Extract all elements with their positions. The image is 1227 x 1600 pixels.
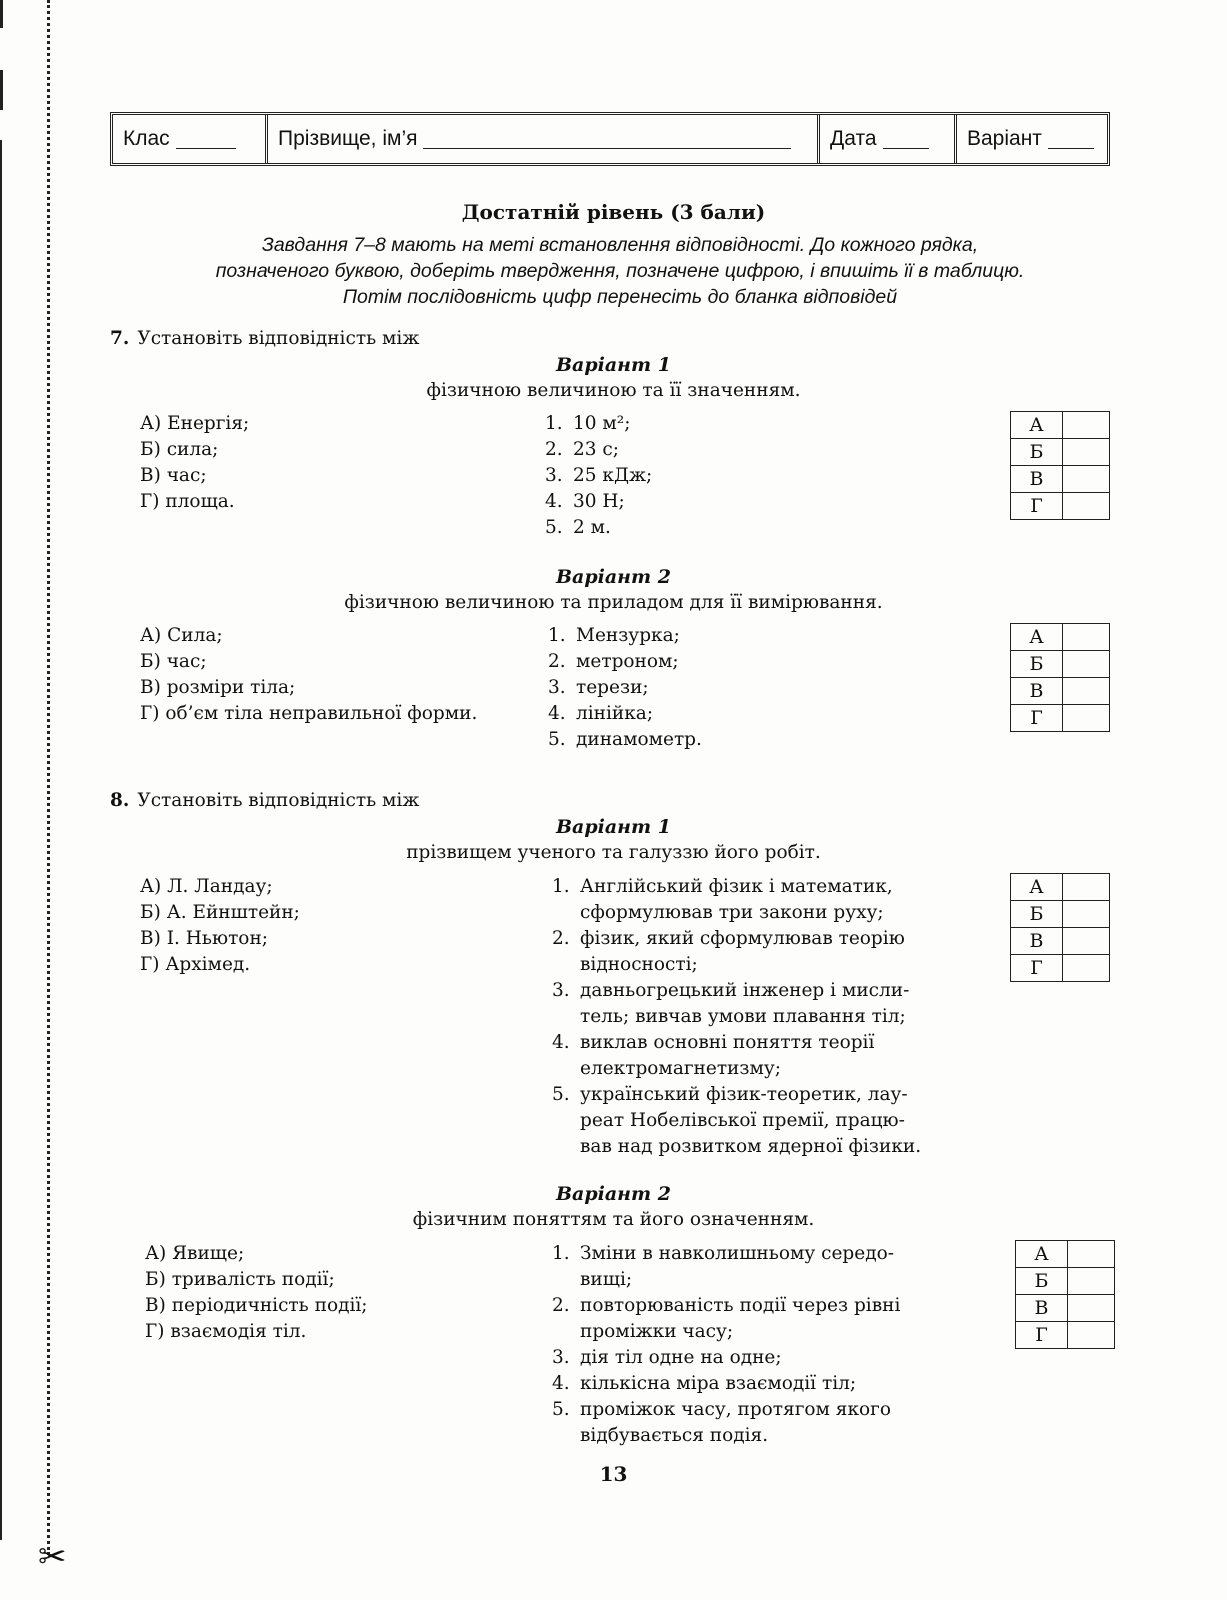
option-line: проміжки часу; xyxy=(580,1321,734,1342)
option-line: реат Нобелівської премії, працю- xyxy=(580,1110,905,1131)
option-number: 3. xyxy=(552,980,570,1001)
letter-option: Г) Архімед. xyxy=(140,954,251,975)
numbered-option xyxy=(548,623,702,649)
letter-options xyxy=(145,1241,368,1345)
numbered-option xyxy=(545,463,652,489)
section-title: Достатній рівень (3 бали) xyxy=(461,200,766,224)
instruction-line: позначеного буквою, доберіть твердження, позначене цифрою, і впишіть її в таблицю. xyxy=(215,260,1025,282)
option-text: Мензурка; xyxy=(576,625,680,646)
answer-letter: Б xyxy=(1011,439,1063,466)
answer-letter: Б xyxy=(1011,901,1063,928)
variant-title: Варіант 2 xyxy=(556,566,671,588)
numbered-option xyxy=(545,437,652,463)
option-line: Англійський фізик і математик, xyxy=(580,876,893,897)
variant-description: фізичною величиною та приладом для її вимірювання. xyxy=(344,592,883,613)
task-number: 7. xyxy=(110,328,130,349)
numbered-options xyxy=(552,1241,900,1449)
numbered-options xyxy=(545,411,652,541)
option-number: 5. xyxy=(548,729,566,750)
name-blank[interactable] xyxy=(423,130,791,149)
answer-cell[interactable] xyxy=(1068,1268,1115,1295)
option-line: фізик, який сформулював теорію xyxy=(580,928,905,949)
letter-options xyxy=(140,874,300,978)
option-text: метроном; xyxy=(576,651,679,672)
option-text: 10 м²; xyxy=(573,413,631,434)
answer-cell[interactable] xyxy=(1063,955,1110,982)
option-text xyxy=(580,874,893,926)
option-number: 4. xyxy=(552,1032,570,1053)
numbered-option xyxy=(552,1345,900,1371)
instruction-line: Потім послідовність цифр перенесіть до бланка відповідей xyxy=(342,286,898,308)
option-number: 4. xyxy=(552,1373,570,1394)
option-number: 2. xyxy=(545,439,563,460)
option-number: 3. xyxy=(545,465,563,486)
answer-grid xyxy=(1010,623,1110,732)
variant-field[interactable] xyxy=(957,115,1107,163)
numbered-options xyxy=(552,874,921,1160)
scan-edge-mark xyxy=(0,140,2,1540)
option-line: відносності; xyxy=(580,954,698,975)
numbered-option xyxy=(552,1030,921,1082)
letter-option: Б) сила; xyxy=(140,439,219,460)
page-number: 13 xyxy=(599,1462,628,1486)
task-8-prompt xyxy=(110,790,419,811)
task-prompt: Установіть відповідність між xyxy=(137,790,420,811)
numbered-option xyxy=(552,1241,900,1293)
answer-letter: В xyxy=(1016,1295,1068,1322)
numbered-option xyxy=(545,411,652,437)
letter-option: А) Явище; xyxy=(145,1243,245,1264)
option-line: виклав основні поняття теорії xyxy=(580,1032,875,1053)
letter-option: А) Л. Ландау; xyxy=(140,876,273,897)
letter-option: А) Сила; xyxy=(140,625,223,646)
answer-letter: Г xyxy=(1016,1322,1068,1349)
answer-letter: А xyxy=(1011,874,1063,901)
instructions xyxy=(150,232,1090,310)
numbered-option xyxy=(552,978,921,1030)
name-label: Прізвище, ім’я xyxy=(278,127,418,150)
numbered-option xyxy=(548,675,702,701)
numbered-option xyxy=(552,1293,900,1345)
answer-cell[interactable] xyxy=(1068,1322,1115,1349)
scan-edge-mark xyxy=(0,70,3,110)
date-field[interactable] xyxy=(820,115,957,163)
name-field[interactable] xyxy=(268,115,820,163)
variant-description: фізичним поняттям та його означенням. xyxy=(412,1209,815,1230)
answer-letter: Г xyxy=(1011,493,1063,520)
option-number: 4. xyxy=(545,491,563,512)
option-number: 4. xyxy=(548,703,566,724)
option-text xyxy=(580,926,905,978)
class-label: Клас xyxy=(123,127,170,150)
instruction-line: Завдання 7–8 мають на меті встановлення відповідності. До кожного рядка, xyxy=(261,234,979,256)
variant-blank[interactable] xyxy=(1048,130,1094,149)
option-text xyxy=(580,1293,900,1345)
answer-letter: Б xyxy=(1016,1268,1068,1295)
numbered-options xyxy=(548,623,702,753)
answer-letter: В xyxy=(1011,928,1063,955)
option-text: дія тіл одне на одне; xyxy=(580,1347,782,1368)
letter-option: В) час; xyxy=(140,465,207,486)
option-line: вав над розвитком ядерної фізики. xyxy=(580,1136,922,1157)
variant-label: Варіант xyxy=(967,127,1042,150)
answer-cell[interactable] xyxy=(1063,493,1110,520)
scissors-icon: ✂ xyxy=(38,1537,67,1577)
answer-letter: Г xyxy=(1011,955,1063,982)
answer-cell[interactable] xyxy=(1063,412,1110,439)
answer-grid xyxy=(1010,873,1110,982)
variant-description: фізичною величиною та її значенням. xyxy=(426,380,801,401)
option-line: відбувається подія. xyxy=(580,1425,769,1446)
date-blank[interactable] xyxy=(883,130,929,149)
answer-cell[interactable] xyxy=(1063,678,1110,705)
cut-line xyxy=(47,0,50,1555)
option-text: 2 м. xyxy=(573,517,611,538)
answer-cell[interactable] xyxy=(1063,624,1110,651)
option-text: 23 с; xyxy=(573,439,620,460)
option-number: 2. xyxy=(552,1295,570,1316)
numbered-option xyxy=(545,489,652,515)
letter-options xyxy=(140,411,249,515)
numbered-option xyxy=(552,1371,900,1397)
variant-description: прізвищем ученого та галуззю його робіт. xyxy=(406,842,821,863)
class-blank[interactable] xyxy=(176,130,236,149)
letter-option: В) розміри тіла; xyxy=(140,677,296,698)
option-number: 1. xyxy=(552,876,570,897)
answer-letter: А xyxy=(1011,624,1063,651)
letter-option: Г) взаємодія тіл. xyxy=(145,1321,307,1342)
option-text: кількісна міра взаємодії тіл; xyxy=(580,1373,857,1394)
option-number: 5. xyxy=(545,517,563,538)
option-text: динамометр. xyxy=(576,729,702,750)
option-number: 3. xyxy=(548,677,566,698)
answer-letter: А xyxy=(1016,1241,1068,1268)
option-number: 2. xyxy=(548,651,566,672)
option-text: 30 Н; xyxy=(573,491,625,512)
letter-option: Г) площа. xyxy=(140,491,235,512)
answer-cell[interactable] xyxy=(1063,439,1110,466)
letter-option: Б) тривалість події; xyxy=(145,1269,335,1290)
option-line: тель; вивчав умови плавання тіл; xyxy=(580,1006,906,1027)
task-prompt: Установіть відповідність між xyxy=(137,328,420,349)
option-text: 25 кДж; xyxy=(573,465,653,486)
option-text: терези; xyxy=(576,677,649,698)
numbered-option xyxy=(548,701,702,727)
option-text xyxy=(580,1241,894,1293)
letter-option: В) І. Ньютон; xyxy=(140,928,269,949)
letter-option: А) Енергія; xyxy=(140,413,250,434)
letter-options xyxy=(140,623,477,727)
option-line: давньогрецький інженер і мисли- xyxy=(580,980,910,1001)
task-7-prompt xyxy=(110,328,419,349)
answer-cell[interactable] xyxy=(1063,466,1110,493)
answer-cell[interactable] xyxy=(1063,705,1110,732)
date-label: Дата xyxy=(830,127,877,150)
option-number: 2. xyxy=(552,928,570,949)
option-line: вищі; xyxy=(580,1269,633,1290)
answer-letter: Б xyxy=(1011,651,1063,678)
option-number: 1. xyxy=(548,625,566,646)
option-number: 3. xyxy=(552,1347,570,1368)
option-line: сформулював три закони руху; xyxy=(580,902,884,923)
option-number: 5. xyxy=(552,1399,570,1420)
answer-cell[interactable] xyxy=(1063,928,1110,955)
numbered-option xyxy=(548,727,702,753)
answer-letter: В xyxy=(1011,678,1063,705)
answer-cell[interactable] xyxy=(1068,1241,1115,1268)
answer-letter: Г xyxy=(1011,705,1063,732)
variant-title: Варіант 1 xyxy=(556,354,671,376)
option-number: 5. xyxy=(552,1084,570,1105)
option-text: лінійка; xyxy=(576,703,654,724)
option-line: повторюваність події через рівні xyxy=(580,1295,901,1316)
numbered-option xyxy=(552,1082,921,1160)
answer-letter: В xyxy=(1011,466,1063,493)
answer-grid xyxy=(1015,1240,1115,1349)
scan-edge-mark xyxy=(0,0,3,28)
letter-option: Г) об’єм тіла неправильної форми. xyxy=(140,703,478,724)
answer-letter: А xyxy=(1011,412,1063,439)
class-field[interactable] xyxy=(113,115,268,163)
answer-grid xyxy=(1010,411,1110,520)
variant-title: Варіант 2 xyxy=(556,1183,671,1205)
option-text xyxy=(580,1082,921,1160)
option-line: Зміни в навколишньому середо- xyxy=(580,1243,895,1264)
option-text xyxy=(580,1030,874,1082)
letter-option: В) періодичність події; xyxy=(145,1295,368,1316)
numbered-option xyxy=(552,874,921,926)
letter-option: Б) А. Ейнштейн; xyxy=(140,902,300,923)
option-line: електромагнетизму; xyxy=(580,1058,781,1079)
task-number: 8. xyxy=(110,790,130,811)
numbered-option xyxy=(552,1397,900,1449)
option-line: український фізик-теоретик, лау- xyxy=(580,1084,908,1105)
answer-cell[interactable] xyxy=(1063,874,1110,901)
answer-cell[interactable] xyxy=(1063,651,1110,678)
numbered-option xyxy=(548,649,702,675)
option-text xyxy=(580,978,909,1030)
answer-cell[interactable] xyxy=(1068,1295,1115,1322)
option-number: 1. xyxy=(552,1243,570,1264)
option-text xyxy=(580,1397,891,1449)
option-line: проміжок часу, протягом якого xyxy=(580,1399,892,1420)
option-number: 1. xyxy=(545,413,563,434)
numbered-option xyxy=(545,515,652,541)
student-info-table xyxy=(110,112,1110,166)
letter-option: Б) час; xyxy=(140,651,207,672)
answer-cell[interactable] xyxy=(1063,901,1110,928)
variant-title: Варіант 1 xyxy=(556,816,671,838)
numbered-option xyxy=(552,926,921,978)
